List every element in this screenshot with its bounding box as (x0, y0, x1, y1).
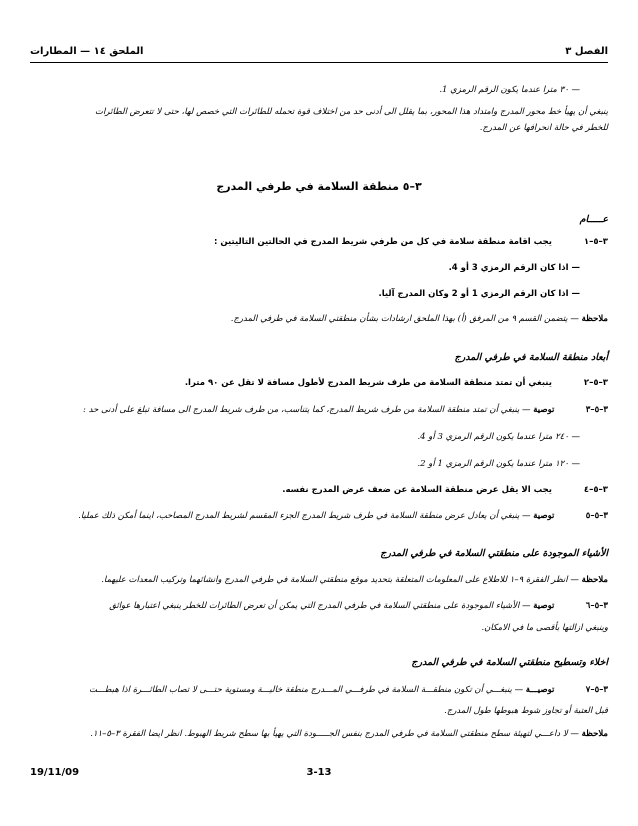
page-number: 3-13 (306, 767, 332, 778)
recommendation-label: توصيـــة (525, 685, 555, 695)
para-3-5-2 (30, 377, 608, 389)
header-rule (30, 62, 608, 63)
bullet-code-3-4: — اذا كان الرقم الرمزي 3 أو 4. (448, 263, 580, 273)
recommendation-label: توصية (533, 511, 555, 521)
para-text: يجب اقامة منطقة سلامة في كل من طرفي شريط المدرج في الحالتين التاليتين : (214, 237, 552, 247)
heading-general: عـــــام (579, 214, 608, 225)
para-text: — ينبغـــي أن تكون منطقـــة السلامة في طرفـــي المـــدرج منطقة خاليـــة ومستوية حتـــى لا تصاب الطائـــرة اذا هبطـــت (88, 685, 526, 695)
para-3-5-3 (30, 404, 608, 416)
intro-para-line-1: ينبغي أن يهيأ خط محور المدرج وامتداد هذا المحور، بما يقلل الى أدنى حد من اختلاف قوة تحمله للطائرات التي خصص لها، حتى لا تتعرض الطائرات (95, 107, 608, 117)
note-text: — انظر الفقرة ٩–١ للاطلاع على المعلومات المتعلقة بتحديد موقع منطقتي السلامة في طرفي المدرج وانشائهما وتركيب المعدات عليهما. (101, 575, 582, 585)
para-3-5-4 (30, 484, 608, 496)
heading-clearing: اخلاء وتسطيح منطقتي السلامة في طرفي المدرج (411, 657, 608, 668)
para-3-5-6-line-1 (30, 600, 608, 612)
para-number: ٣–٥–٦ (585, 601, 608, 611)
note-text: — يتضمن القسم ٩ من المرفق (أ) بهذا الملحق ارشادات بشأن منطقتي السلامة في طرفي المدرج. (230, 314, 582, 324)
para-3-5-6-line-2: وينبغي ازالتها بأقصى ما في الامكان. (481, 623, 608, 633)
intro-para-line-2: للخطر في حالة انحرافها عن المدرج. (479, 123, 608, 133)
heading-objects: الأشياء الموجودة على منطقتي السلامة في طرفي المدرج (380, 548, 608, 559)
para-3-5-7-line-1 (30, 684, 608, 696)
page-header (30, 46, 608, 62)
para-text: ينبغي أن تمتد منطقة السلامة من طرف شريط المدرج لأطول مسافة لا تقل عن ٩٠ مترا. (184, 378, 552, 388)
note-label: ملاحظة (581, 314, 608, 324)
para-number: ٣–٥–٥ (585, 511, 608, 521)
note-label: ملاحظة (581, 729, 608, 739)
note-general (30, 313, 608, 325)
para-text: — ينبغي أن تمتد منطقة السلامة من طرف شريط المدرج، كما يتناسب، من طرف شريط المدرج الى مسافة تبلغ على أدنى حد : (83, 405, 534, 415)
para-number: ٣–٥–٢ (583, 378, 608, 388)
issue-date: 19/11/09 (30, 767, 80, 778)
chapter-label: الفصل ٣ (565, 46, 608, 57)
para-text: — ينبغي أن يعادل عرض منطقة السلامة في طرف شريط المدرج الجزء المقسم لشريط المدرج المصاحب، اينما أمكن ذلك عمليا. (78, 511, 534, 521)
intro-dash-line: — ٣٠ مترا عندما يكون الرقم الرمزي 1. (439, 85, 580, 95)
note-clearing (30, 728, 608, 740)
recommendation-label: توصية (533, 405, 555, 415)
para-text: يجب الا يقل عرض منطقة السلامة عن ضعف عرض المدرج نفسه. (282, 485, 552, 495)
para-3-5-5 (30, 510, 608, 522)
para-number: ٣–٥–١ (583, 237, 608, 247)
para-number: ٣–٥–٧ (585, 685, 608, 695)
page-footer (30, 767, 608, 781)
para-number: ٣–٥–٤ (583, 485, 608, 495)
distance-code-3-4: — ٢٤٠ مترا عندما يكون الرقم الرمزي 3 أو 4. (417, 432, 580, 442)
note-objects (30, 574, 608, 586)
section-title: ٣–٥ منطقة السلامة في طرفي المدرج (216, 180, 422, 193)
para-3-5-1 (30, 236, 608, 248)
bullet-code-1-2: — اذا كان الرقم الرمزي 1 أو 2 وكان المدرج آليا. (378, 289, 580, 299)
recommendation-label: توصية (533, 601, 555, 611)
note-text: — لا داعـــي لتهيئة سطح منطقتي السلامة في طرفي المدرج بنفس الجـــــودة التي يهيأ بها سطح شريط الهبوط. انظر ايضا الفقرة ٣–٥–١١. (90, 729, 582, 739)
para-number: ٣–٥–٣ (585, 405, 608, 415)
annex-label: الملحق ١٤ — المطارات (30, 46, 144, 57)
heading-dimensions: أبعاد منطقة السلامة في طرفي المدرج (454, 352, 608, 363)
note-label: ملاحظة (581, 575, 608, 585)
para-3-5-7-line-2: قبل العتبة أو تجاوز شوط هبوطها طول المدرج. (444, 706, 608, 716)
distance-code-1-2: — ١٢٠ مترا عندما يكون الرقم الرمزي 1 أو 2. (417, 459, 580, 469)
para-text: — الأشياء الموجودة على منطقتي السلامة في طرفي المدرج التي يمكن أن تعرض الطائرات للخطر ينبغي اعتبارها عوائق (109, 601, 534, 611)
